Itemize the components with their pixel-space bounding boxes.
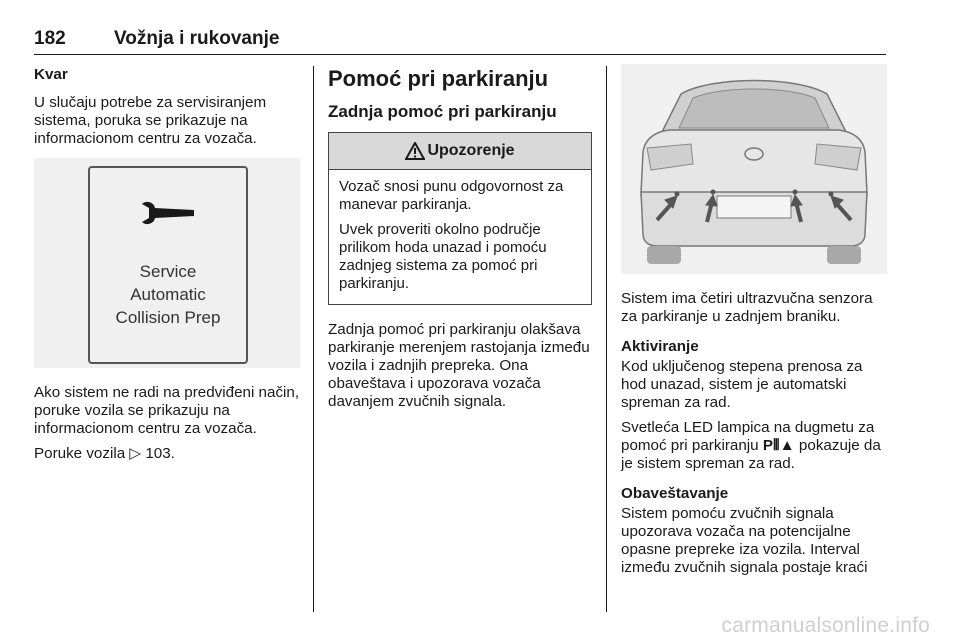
- section-title: Pomoć pri parkiranju: [328, 66, 549, 91]
- column-right: [621, 64, 887, 584]
- column-divider: [313, 66, 314, 612]
- paragraph: Zadnja pomoć pri parkiranju olakšava parkiranje merenjem rastojanja između vozila i zadnjih prepreka. Ona obaveštava i upozorava vozača davanjem zvučnih signala.: [328, 321, 590, 410]
- page-number: 182: [34, 28, 66, 49]
- page-reference-link[interactable]: 103.: [145, 445, 175, 462]
- display-line: Collision Prep: [115, 308, 221, 327]
- column-left: [34, 64, 300, 470]
- wrench-icon: [140, 198, 196, 228]
- page-ref-arrow-icon: ▷: [129, 445, 142, 462]
- watermark: carmanualsonline.info: [721, 614, 930, 637]
- paragraph: Kod uključenog stepena prenosa za hod unazad, sistem je automatski spreman za rad.: [621, 358, 863, 411]
- car-rear-illustration: [621, 64, 887, 274]
- warning-box: [328, 132, 592, 305]
- display-line: Service: [139, 262, 197, 281]
- parking-assist-button-icon: P⦀▲: [762, 437, 795, 454]
- paragraph: U slučaju potrebe za servisiranjem sistema, poruka se prikazuje na informacionom centru za vozača.: [34, 94, 267, 147]
- display-frame: [88, 166, 248, 364]
- paragraph: Sistem pomoću zvučnih signala upozorava vozača na potencijalne opasne prepreke iza vozila. Interval između zvučnih signala postaje kraći: [621, 505, 868, 576]
- warning-triangle-icon: [405, 142, 425, 160]
- paragraph-reference: Poruke vozila ▷ 103.: [34, 445, 175, 462]
- chapter-title: Vožnja i rukovanje: [114, 28, 280, 49]
- warning-body: [329, 170, 591, 304]
- warning-paragraph: Vozač snosi punu odgovornost za manevar parkiranja.: [339, 178, 564, 213]
- warning-header: [329, 133, 591, 170]
- section-heading-obavestavanje: Obaveštavanje: [621, 485, 729, 502]
- section-heading-aktiviranje: Aktiviranje: [621, 338, 699, 355]
- display-line: Automatic: [130, 285, 206, 304]
- paragraph: Svetleća LED lampica na dugmetu za pomoć pri parkiranju P⦀▲ pokazuje da je sistem spreman za rad.: [621, 419, 881, 472]
- section-heading-kvar: Kvar: [34, 66, 68, 83]
- driver-info-display-figure: [34, 158, 300, 368]
- warning-title: Upozorenje: [427, 142, 515, 159]
- display-message: [90, 260, 246, 329]
- figure-caption: Sistem ima četiri ultrazvučna senzora za parkiranje u zadnjem braniku.: [621, 290, 873, 325]
- column-divider: [606, 66, 607, 612]
- subsection-title: Zadnja pomoć pri parkiranju: [328, 102, 557, 121]
- warning-paragraph: Uvek proveriti okolno područje prilikom hoda unazad i pomoću zadnjeg sistema za pomoć pri parkiranju.: [339, 221, 547, 292]
- paragraph: Ako sistem ne radi na predviđeni način, poruke vozila se prikazuju na informacionom centru za vozača.: [34, 384, 300, 437]
- car-rear-sensors-figure: [621, 64, 887, 274]
- column-middle: [328, 64, 592, 418]
- page-header: [34, 28, 886, 55]
